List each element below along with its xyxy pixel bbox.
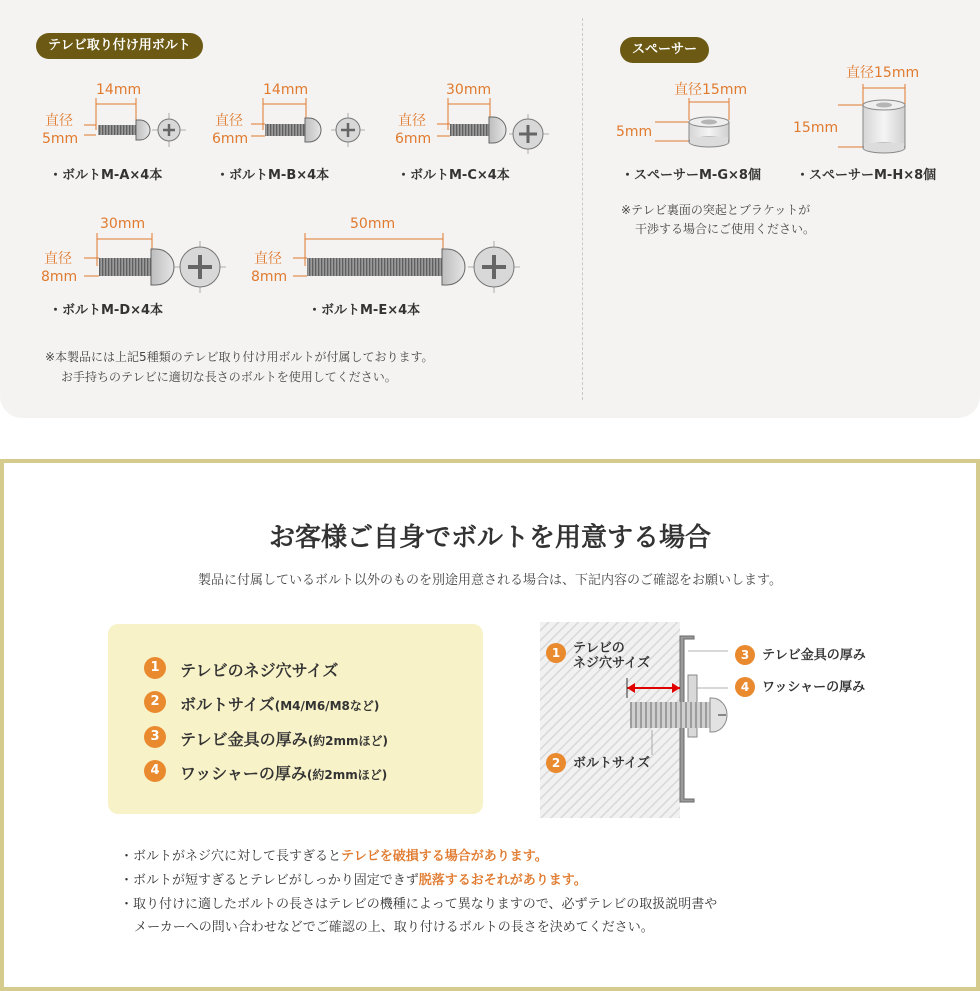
bolt-m-d-drawing	[84, 233, 226, 293]
spacer-m-g-drawing	[655, 98, 729, 147]
bolt-a-dia-label: 直径	[45, 113, 73, 129]
spacer-h-height: 15mm	[793, 120, 839, 136]
bolts-note-line2: お手持ちのテレビに適切な長さのボルトを使用してください。	[61, 370, 397, 384]
checklist-item-3-text: テレビ金具の厚み	[180, 730, 308, 749]
bolt-d-name: ・ボルトM-D×4本	[49, 303, 164, 318]
spacer-note-line1: ※テレビ裏面の突起とブラケットが	[621, 203, 811, 217]
diagram-label-2: ボルトサイズ	[573, 756, 650, 771]
bolt-m-c-drawing	[437, 98, 549, 154]
bolt-m-b-drawing	[251, 98, 365, 147]
checklist-item-3-sub: (約2mmほど)	[307, 734, 389, 748]
checklist-box	[108, 624, 483, 814]
bolt-b-dia: 6mm	[212, 131, 249, 147]
checklist-item-1-text: テレビのネジ穴サイズ	[180, 661, 339, 680]
bolt-c-length: 30mm	[446, 82, 492, 98]
checklist-item-4	[180, 761, 387, 784]
note-too-short-text: ・ボルトが短すぎるとテレビがしっかり固定できず	[120, 873, 419, 888]
diagram-label-3: テレビ金具の厚み	[762, 648, 866, 663]
bolt-b-name: ・ボルトM-B×4本	[216, 168, 330, 183]
bolt-m-a-drawing	[84, 98, 186, 147]
spacer-h-name: ・スペーサーM-H×8個	[796, 168, 937, 183]
note-length-line1: ・取り付けに適したボルトの長さはテレビの機種によって異なりますので、必ずテレビの取扱説明書や	[120, 897, 718, 912]
diagram-num-3: 3	[735, 645, 755, 665]
spacer-g-name: ・スペーサーM-G×8個	[621, 168, 761, 183]
note-too-long	[120, 845, 548, 864]
diagram-label-1a: テレビの	[573, 641, 625, 656]
checklist-item-2-text: ボルトサイズ	[180, 695, 275, 714]
bolt-a-name: ・ボルトM-A×4本	[49, 168, 163, 183]
checklist-num-3: 3	[144, 726, 166, 748]
bolt-e-dia-label: 直径	[254, 251, 282, 267]
spacer-h-dia: 直径15mm	[846, 65, 920, 81]
bolt-a-dia: 5mm	[42, 131, 79, 147]
diagram-num-4: 4	[735, 677, 755, 697]
spacer-g-height: 5mm	[616, 124, 653, 140]
bolts-tag: テレビ取り付け用ボルト	[36, 33, 203, 59]
note-too-short	[120, 869, 587, 888]
bolts-note-line1: ※本製品には上記5種類のテレビ取り付け用ボルトが付属しております。	[45, 350, 434, 364]
note-too-short-warning: 脱落するおそれがあります。	[418, 873, 587, 888]
checklist-num-4: 4	[144, 760, 166, 782]
bolt-c-name: ・ボルトM-C×4本	[397, 168, 510, 183]
section-subtitle: 製品に付属しているボルト以外のものを別途用意される場合は、下記内容のご確認をお願いします。	[198, 573, 782, 588]
bolt-e-name: ・ボルトM-E×4本	[308, 303, 421, 318]
checklist-num-1: 1	[144, 657, 166, 679]
bolt-m-e-drawing	[293, 233, 520, 293]
diagram-num-1: 1	[546, 643, 566, 663]
spacer-note-line2: 干渉する場合にご使用ください。	[635, 222, 816, 236]
spacer-m-h-drawing	[838, 84, 905, 153]
checklist-item-2	[180, 692, 379, 715]
checklist-num-2: 2	[144, 691, 166, 713]
bolt-d-dia: 8mm	[41, 269, 78, 285]
checklist-item-4-text: ワッシャーの厚み	[180, 764, 307, 783]
spacer-tag: スペーサー	[620, 37, 709, 63]
section-title: お客様ご自身でボルトを用意する場合	[268, 523, 711, 553]
spacer-g-dia: 直径15mm	[674, 82, 748, 98]
note-too-long-warning: テレビを破損する場合があります。	[341, 849, 548, 864]
bolt-b-dia-label: 直径	[215, 113, 243, 129]
diagram-label-4: ワッシャーの厚み	[762, 680, 866, 695]
checklist-item-2-sub: (M4/M6/M8など)	[274, 699, 380, 713]
bolt-c-dia: 6mm	[395, 131, 432, 147]
checklist-item-3	[180, 727, 388, 750]
note-length-line2: メーカーへの問い合わせなどでご確認の上、取り付けるボルトの長さを決めてください。	[134, 920, 654, 935]
checklist-item-1	[180, 658, 338, 681]
bolt-b-length: 14mm	[263, 82, 309, 98]
checklist-item-4-sub: (約2mmほど)	[306, 768, 388, 782]
bolt-e-length: 50mm	[350, 216, 396, 232]
bolt-shaft	[630, 702, 712, 728]
bolt-d-length: 30mm	[100, 216, 146, 232]
bolt-d-dia-label: 直径	[44, 251, 72, 267]
bolt-e-dia: 8mm	[251, 269, 288, 285]
diagram-num-2: 2	[546, 753, 566, 773]
bolt-c-dia-label: 直径	[398, 113, 426, 129]
bolt-a-length: 14mm	[96, 82, 142, 98]
diagram-label-1b: ネジ穴サイズ	[573, 656, 650, 671]
note-too-long-text: ・ボルトがネジ穴に対して長すぎると	[120, 849, 342, 864]
